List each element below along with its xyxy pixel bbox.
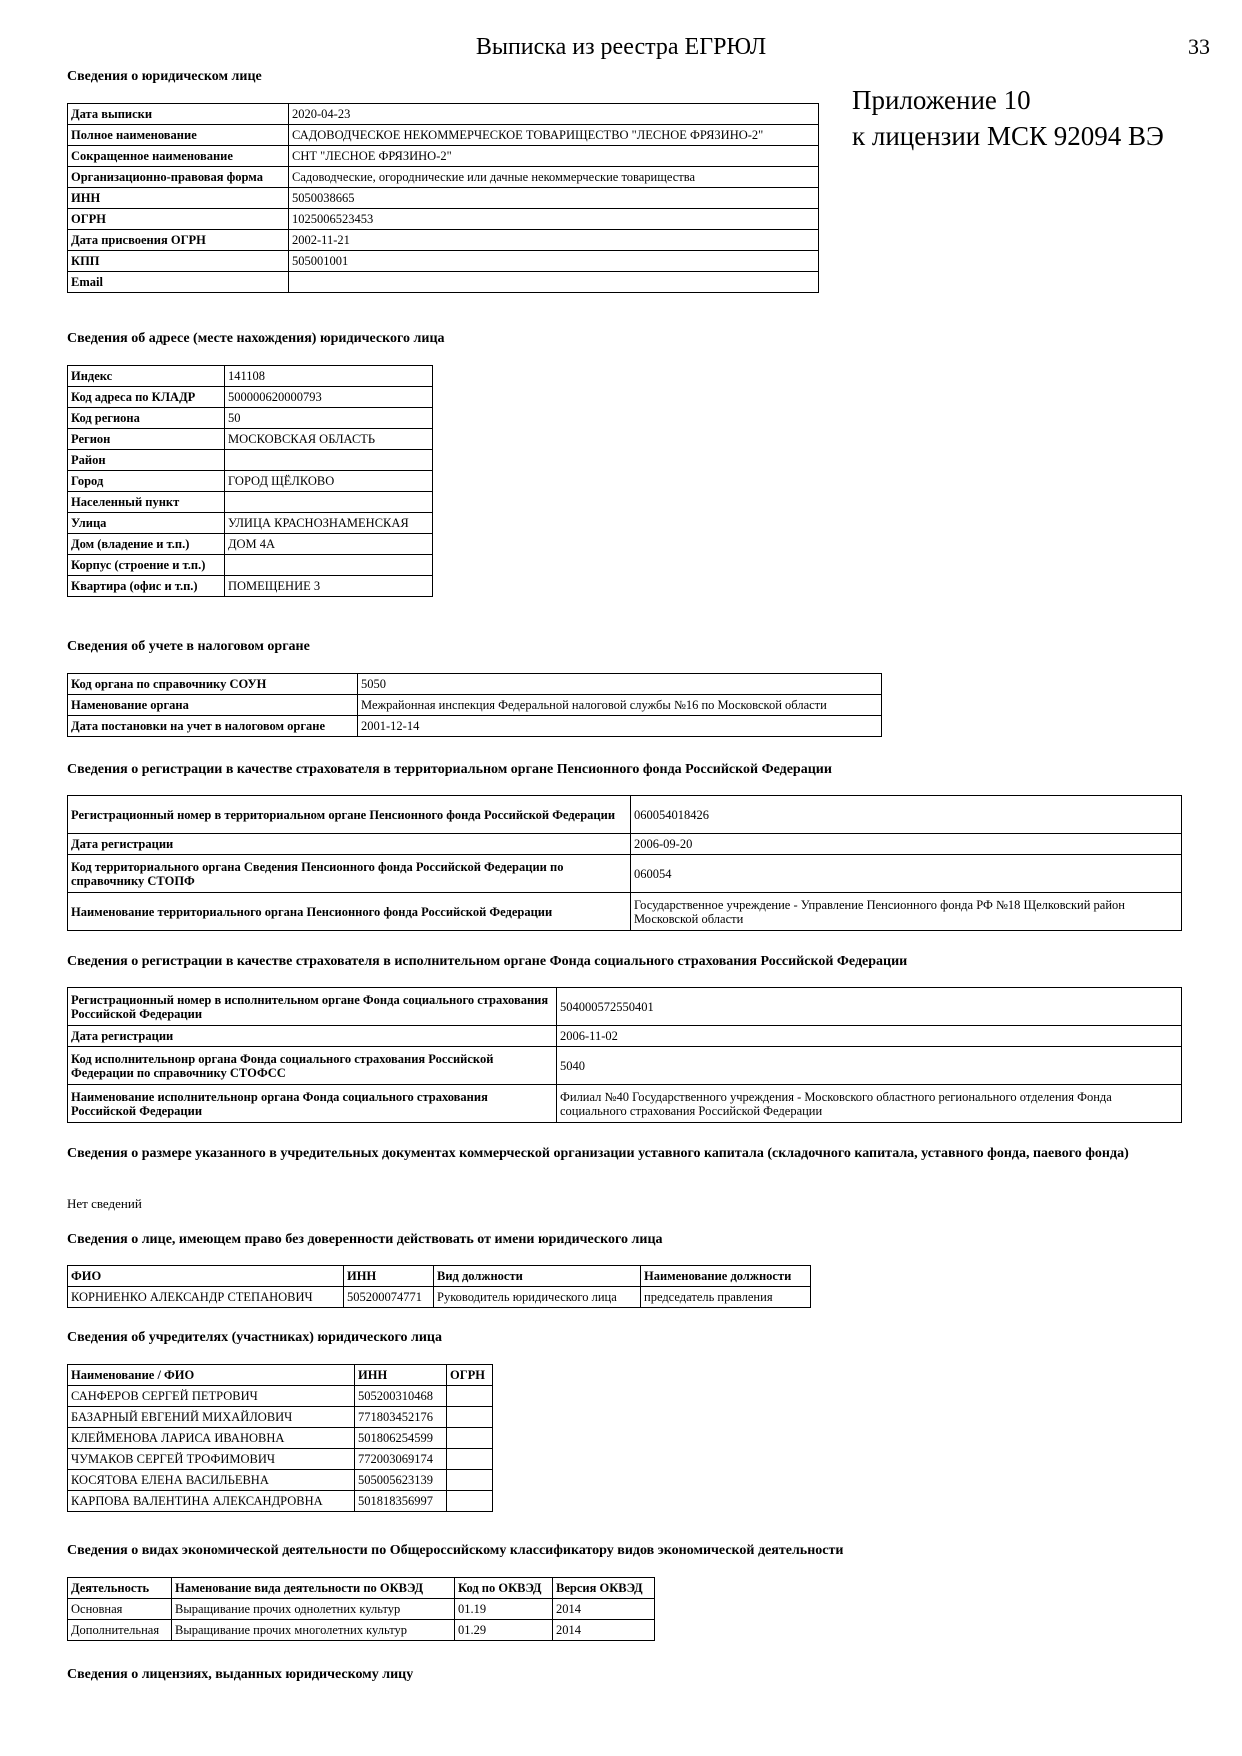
okved-header-row (68, 1578, 655, 1599)
address-key: Населенный пункт (68, 492, 225, 513)
address-value (225, 555, 433, 576)
address-value: ДОМ 4А (225, 534, 433, 555)
address-value: 500000620000793 (225, 387, 433, 408)
okved-version: 2014 (553, 1620, 655, 1641)
address-key: Код адреса по КЛАДР (68, 387, 225, 408)
founders-header-row (68, 1365, 493, 1386)
column-header: ОГРН (447, 1365, 493, 1386)
column-header: Код по ОКВЭД (455, 1578, 553, 1599)
entity-value: 505001001 (289, 251, 819, 272)
entity-row (68, 272, 819, 293)
pension-row (68, 893, 1182, 931)
pension-value: Государственное учреждение - Управление Пенсионного фонда РФ №18 Щелковский район Московской области (631, 893, 1182, 931)
pension-heading: Сведения о регистрации в качестве страхователя в территориальном органе Пенсионного фонда Российской Федерации (67, 762, 832, 777)
table-row (68, 1620, 655, 1641)
entity-value (289, 272, 819, 293)
capital-heading: Сведения о размере указанного в учредительных документах коммерческой организации уставного капитала (складочного капитала, уставного фонда, паевого фонда) (67, 1146, 1129, 1161)
entity-value: СНТ "ЛЕСНОЕ ФРЯЗИНО-2" (289, 146, 819, 167)
entity-row (68, 230, 819, 251)
address-key: Улица (68, 513, 225, 534)
address-row (68, 513, 433, 534)
pension-key: Дата регистрации (68, 834, 631, 855)
social-row (68, 1047, 1182, 1085)
appendix-line-1: Приложение 10 (852, 85, 1031, 115)
okved-table (67, 1577, 655, 1641)
director-header-row (68, 1266, 811, 1287)
entity-value: САДОВОДЧЕСКОЕ НЕКОММЕРЧЕСКОЕ ТОВАРИЩЕСТВО "ЛЕСНОЕ ФРЯЗИНО-2" (289, 125, 819, 146)
capital-note: Нет сведений (67, 1196, 142, 1211)
pension-value: 060054 (631, 855, 1182, 893)
document-title: Выписка из реестра ЕГРЮЛ (475, 34, 767, 60)
pension-key: Код территориального органа Сведения Пенсионного фонда Российской Федерации по справочнику СТОПФ (68, 855, 631, 893)
column-header: Вид должности (434, 1266, 641, 1287)
tax-row (68, 716, 882, 737)
founder-ogrn (447, 1491, 493, 1512)
social-key: Наименование исполнительнонр органа Фонда социального страхования Российской Федерации (68, 1085, 557, 1123)
tax-heading: Сведения об учете в налоговом органе (67, 639, 310, 654)
column-header: Деятельность (68, 1578, 172, 1599)
table-row (68, 1491, 493, 1512)
social-key: Дата регистрации (68, 1026, 557, 1047)
address-key: Район (68, 450, 225, 471)
pension-row (68, 855, 1182, 893)
social-row (68, 988, 1182, 1026)
address-key: Дом (владение и т.п.) (68, 534, 225, 555)
address-key: Город (68, 471, 225, 492)
entity-value: 5050038665 (289, 188, 819, 209)
founder-inn: 505200310468 (355, 1386, 447, 1407)
founder-ogrn (447, 1386, 493, 1407)
entity-row (68, 104, 819, 125)
entity-value: 2020-04-23 (289, 104, 819, 125)
column-header: Наименование должности (641, 1266, 811, 1287)
entity-row (68, 209, 819, 230)
address-row (68, 450, 433, 471)
tax-row (68, 674, 882, 695)
table-row (68, 1428, 493, 1449)
founder-name: БАЗАРНЫЙ ЕВГЕНИЙ МИХАЙЛОВИЧ (68, 1407, 355, 1428)
entity-row (68, 146, 819, 167)
table-row (68, 1449, 493, 1470)
tax-key: Дата постановки на учет в налоговом органе (68, 716, 358, 737)
pension-value: 2006-09-20 (631, 834, 1182, 855)
okved-activity: Основная (68, 1599, 172, 1620)
social-value: Филиал №40 Государственного учреждения - Московского областного регионального отделения Фонда социального страхования Российской Федерации (557, 1085, 1182, 1123)
address-key: Код региона (68, 408, 225, 429)
director-name: КОРНИЕНКО АЛЕКСАНДР СТЕПАНОВИЧ (68, 1287, 344, 1308)
tax-key: Наменование органа (68, 695, 358, 716)
address-row (68, 534, 433, 555)
director-position-type: Руководитель юридического лица (434, 1287, 641, 1308)
founder-name: КАРПОВА ВАЛЕНТИНА АЛЕКСАНДРОВНА (68, 1491, 355, 1512)
founder-ogrn (447, 1407, 493, 1428)
entity-key: ИНН (68, 188, 289, 209)
founder-inn: 772003069174 (355, 1449, 447, 1470)
address-row (68, 408, 433, 429)
table-row (68, 1386, 493, 1407)
entity-row (68, 188, 819, 209)
column-header: Версия ОКВЭД (553, 1578, 655, 1599)
entity-value: Садоводческие, огороднические или дачные некоммерческие товарищества (289, 167, 819, 188)
director-table (67, 1265, 811, 1308)
tax-key: Код органа по справочнику СОУН (68, 674, 358, 695)
address-key: Корпус (строение и т.п.) (68, 555, 225, 576)
address-key: Квартира (офис и т.п.) (68, 576, 225, 597)
entity-row (68, 251, 819, 272)
social-table (67, 987, 1182, 1123)
address-value: 50 (225, 408, 433, 429)
table-row (68, 1407, 493, 1428)
pension-key: Наименование территориального органа Пенсионного фонда Российской Федерации (68, 893, 631, 931)
pension-value: 060054018426 (631, 796, 1182, 834)
tax-value: 2001-12-14 (358, 716, 882, 737)
director-heading: Сведения о лице, имеющем право без доверенности действовать от имени юридического лица (67, 1232, 663, 1247)
table-row (68, 1470, 493, 1491)
column-header: ИНН (355, 1365, 447, 1386)
okved-activity: Дополнительная (68, 1620, 172, 1641)
address-value: УЛИЦА КРАСНОЗНАМЕНСКАЯ (225, 513, 433, 534)
address-row (68, 366, 433, 387)
founder-name: ЧУМАКОВ СЕРГЕЙ ТРОФИМОВИЧ (68, 1449, 355, 1470)
founder-inn: 501818356997 (355, 1491, 447, 1512)
founder-inn: 501806254599 (355, 1428, 447, 1449)
founders-heading: Сведения об учредителях (участниках) юридического лица (67, 1330, 442, 1345)
social-row (68, 1085, 1182, 1123)
entity-key: Email (68, 272, 289, 293)
address-value: МОСКОВСКАЯ ОБЛАСТЬ (225, 429, 433, 450)
address-value (225, 492, 433, 513)
founder-name: САНФЕРОВ СЕРГЕЙ ПЕТРОВИЧ (68, 1386, 355, 1407)
director-position-name: председатель правления (641, 1287, 811, 1308)
address-row (68, 429, 433, 450)
okved-code: 01.19 (455, 1599, 553, 1620)
okved-heading: Сведения о видах экономической деятельности по Общероссийскому классификатору видов экономической деятельности (67, 1543, 844, 1558)
pension-row (68, 796, 1182, 834)
address-heading: Сведения об адресе (месте нахождения) юридического лица (67, 331, 445, 346)
social-key: Регистрационный номер в исполнительном органе Фонда социального страхования Российской Федерации (68, 988, 557, 1026)
page-number: 33 (1188, 34, 1210, 59)
tax-value: 5050 (358, 674, 882, 695)
address-row (68, 492, 433, 513)
founder-inn: 505005623139 (355, 1470, 447, 1491)
column-header: Наименование / ФИО (68, 1365, 355, 1386)
tax-table (67, 673, 882, 737)
social-key: Код исполнительнонр органа Фонда социального страхования Российской Федерации по справочнику СТОФСС (68, 1047, 557, 1085)
address-row (68, 387, 433, 408)
social-heading: Сведения о регистрации в качестве страхователя в исполнительном органе Фонда социального страхования Российской Федерации (67, 954, 908, 969)
entity-row (68, 125, 819, 146)
founder-name: КЛЕЙМЕНОВА ЛАРИСА ИВАНОВНА (68, 1428, 355, 1449)
pension-key: Регистрационный номер в территориальном органе Пенсионного фонда Российской Федерации (68, 796, 631, 834)
entity-heading: Сведения о юридическом лице (67, 69, 262, 84)
address-row (68, 555, 433, 576)
table-row (68, 1599, 655, 1620)
column-header: ФИО (68, 1266, 344, 1287)
appendix-stamp (852, 82, 1164, 154)
table-row (68, 1287, 811, 1308)
entity-value: 1025006523453 (289, 209, 819, 230)
social-row (68, 1026, 1182, 1047)
okved-version: 2014 (553, 1599, 655, 1620)
address-key: Индекс (68, 366, 225, 387)
entity-table (67, 103, 819, 293)
social-value: 504000572550401 (557, 988, 1182, 1026)
entity-key: Дата присвоения ОГРН (68, 230, 289, 251)
address-value: ПОМЕЩЕНИЕ 3 (225, 576, 433, 597)
address-row (68, 471, 433, 492)
okved-name: Выращивание прочих однолетних культур (172, 1599, 455, 1620)
appendix-line-2: к лицензии МСК 92094 ВЭ (852, 121, 1164, 151)
tax-row (68, 695, 882, 716)
entity-row (68, 167, 819, 188)
okved-code: 01.29 (455, 1620, 553, 1641)
address-value (225, 450, 433, 471)
okved-name: Выращивание прочих многолетних культур (172, 1620, 455, 1641)
entity-key: ОГРН (68, 209, 289, 230)
founder-ogrn (447, 1449, 493, 1470)
address-value: ГОРОД ЩЁЛКОВО (225, 471, 433, 492)
founder-ogrn (447, 1470, 493, 1491)
tax-value: Межрайонная инспекция Федеральной налоговой службы №16 по Московской области (358, 695, 882, 716)
founder-ogrn (447, 1428, 493, 1449)
social-value: 2006-11-02 (557, 1026, 1182, 1047)
pension-table (67, 795, 1182, 931)
social-value: 5040 (557, 1047, 1182, 1085)
founders-table (67, 1364, 493, 1512)
entity-value: 2002-11-21 (289, 230, 819, 251)
entity-key: Полное наименование (68, 125, 289, 146)
column-header: ИНН (344, 1266, 434, 1287)
licenses-heading: Сведения о лицензиях, выданных юридическому лицу (67, 1667, 414, 1682)
address-key: Регион (68, 429, 225, 450)
founder-name: КОСЯТОВА ЕЛЕНА ВАСИЛЬЕВНА (68, 1470, 355, 1491)
founder-inn: 771803452176 (355, 1407, 447, 1428)
column-header: Наменование вида деятельности по ОКВЭД (172, 1578, 455, 1599)
pension-row (68, 834, 1182, 855)
entity-key: КПП (68, 251, 289, 272)
director-inn: 505200074771 (344, 1287, 434, 1308)
entity-key: Дата выписки (68, 104, 289, 125)
address-value: 141108 (225, 366, 433, 387)
entity-key: Организационно-правовая форма (68, 167, 289, 188)
address-row (68, 576, 433, 597)
address-table (67, 365, 433, 597)
entity-key: Сокращенное наименование (68, 146, 289, 167)
